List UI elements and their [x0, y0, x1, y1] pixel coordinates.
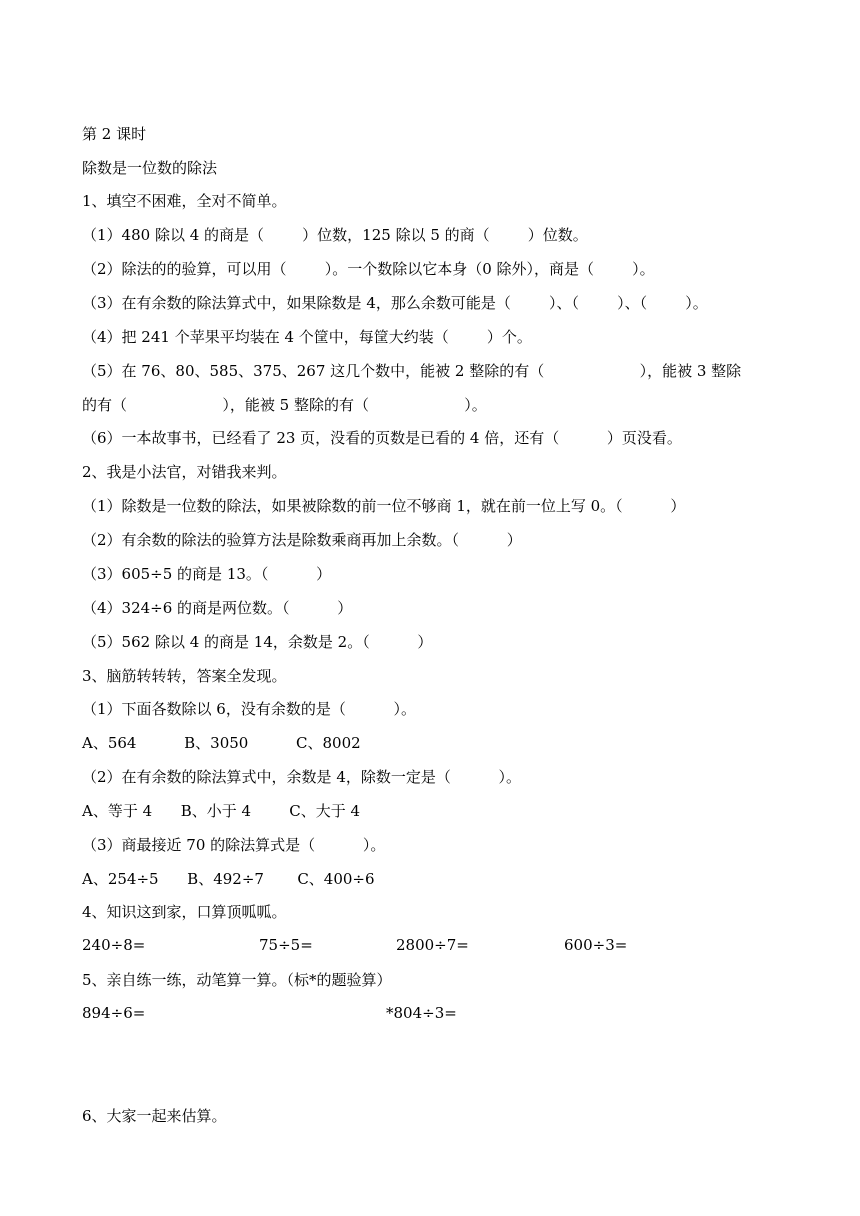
s4-item: 240÷8=: [82, 936, 146, 954]
lesson-label: 第 2 课时: [82, 125, 147, 143]
topic-title: 除数是一位数的除法: [82, 159, 218, 177]
s3-question-3: （3）商最接近 70 的除法算式是（ ）。: [82, 836, 386, 854]
section-3-title: 3、脑筋转转转，答案全发现。: [82, 667, 287, 685]
s1-question-2: （2）除法的的验算，可以用（ ）。一个数除以它本身（0 除外），商是（ ）。: [82, 260, 655, 278]
s4-item: 600÷3=: [564, 936, 628, 954]
s3-question-1-options: A、564 B、3050 C、8002: [82, 734, 361, 752]
s2-question-4: （4）324÷6 的商是两位数。（ ）: [82, 599, 353, 617]
s1-question-5-line-2: 的有（ ），能被 5 整除的有（ ）。: [82, 396, 487, 414]
s4-item: 2800÷7=: [396, 936, 469, 954]
s2-question-2: （2）有余数的除法的验算方法是除数乘商再加上余数。（ ）: [82, 531, 522, 549]
s2-question-5: （5）562 除以 4 的商是 14，余数是 2。（ ）: [82, 633, 433, 651]
s5-item: *804÷3=: [386, 1004, 457, 1022]
s4-item: 75÷5=: [259, 936, 313, 954]
s1-question-4: （4）把 241 个苹果平均装在 4 个筐中，每筐大约装（ ）个。: [82, 328, 532, 346]
s3-question-3-options: A、254÷5 B、492÷7 C、400÷6: [82, 870, 375, 888]
s2-question-3: （3）605÷5 的商是 13。（ ）: [82, 565, 332, 583]
section-1-title: 1、填空不困难，全对不简单。: [82, 192, 287, 210]
s2-question-1: （1）除数是一位数的除法，如果被除数的前一位不够商 1，就在前一位上写 0。（ ）: [82, 497, 686, 515]
s1-question-6: （6）一本故事书，已经看了 23 页，没看的页数是已看的 4 倍，还有（ ）页没看。: [82, 429, 682, 447]
section-5-title: 5、亲自练一练，动笔算一算。（标*的题验算）: [82, 971, 392, 989]
s1-question-1: （1）480 除以 4 的商是（ ）位数，125 除以 5 的商（ ）位数。: [82, 226, 588, 244]
section-4-title: 4、知识这到家，口算顶呱呱。: [82, 903, 287, 921]
section-2-title: 2、我是小法官，对错我来判。: [82, 463, 287, 481]
s3-question-1: （1）下面各数除以 6，没有余数的是（ ）。: [82, 700, 417, 718]
s3-question-2: （2）在有余数的除法算式中，余数是 4，除数一定是（ ）。: [82, 768, 522, 786]
s3-question-2-options: A、等于 4 B、小于 4 C、大于 4: [82, 802, 361, 820]
s5-item: 894÷6=: [82, 1004, 146, 1022]
s1-question-3: （3）在有余数的除法算式中，如果除数是 4，那么余数可能是（ ）、（ ）、（ ）。: [82, 294, 708, 312]
s1-question-5-line-1: （5）在 76、80、585、375、267 这几个数中，能被 2 整除的有（ ），能被 3 整除: [82, 362, 742, 380]
section-6-title: 6、大家一起来估算。: [82, 1107, 227, 1125]
